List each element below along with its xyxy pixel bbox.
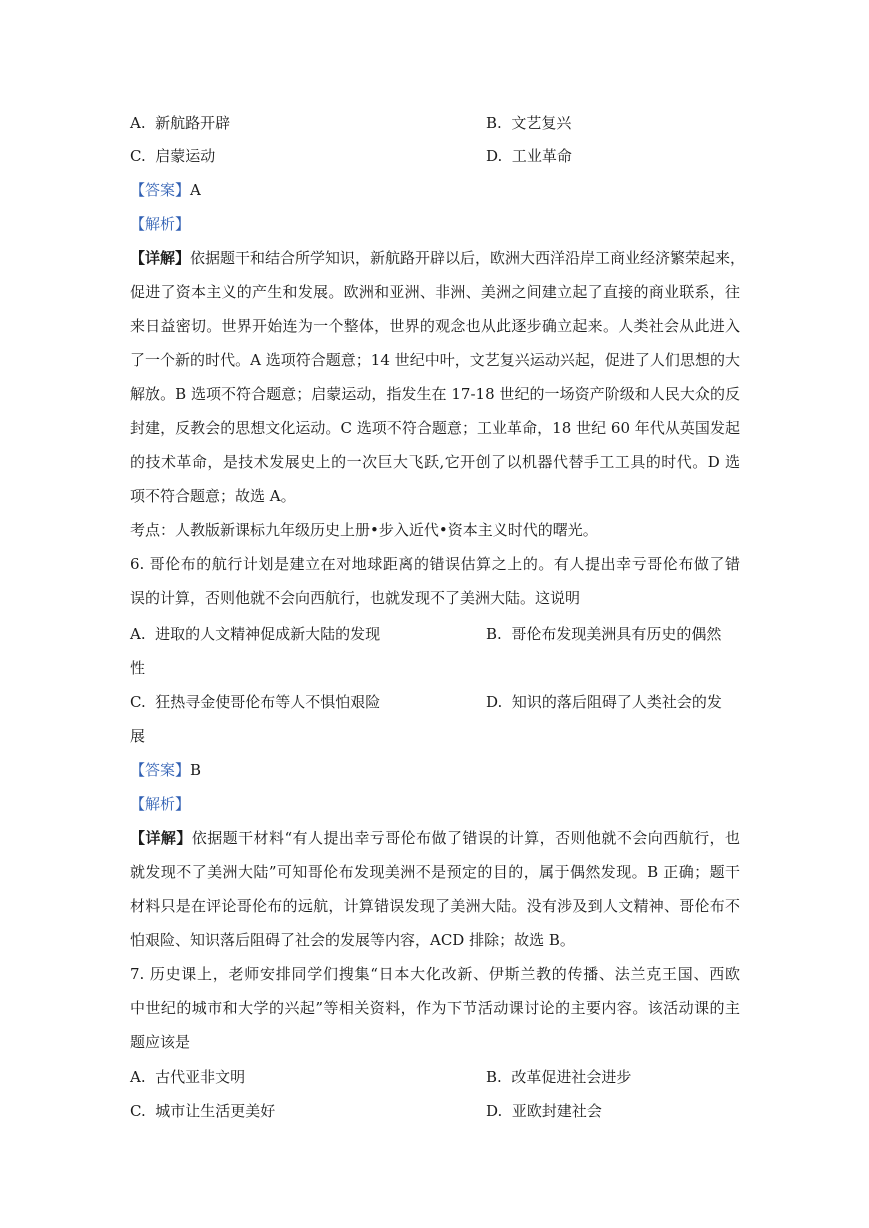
option-letter: D.: [486, 1102, 503, 1120]
analysis-tag: 【解析】: [130, 215, 191, 233]
option-text: 城市让生活更美好: [155, 1102, 276, 1120]
option-letter: B.: [486, 114, 502, 132]
q6-answer: [130, 760, 740, 780]
q6-stem-line: 误的计算，否则他就不会向西航行，也就发现不了美洲大陆。这说明: [130, 589, 581, 607]
q6-option-a: [130, 624, 380, 644]
q5-detail-line: 解放。B 选项不符合题意；启蒙运动，指发生在 17-18 世纪的一场资产阶级和人民大众的反: [130, 385, 740, 403]
q5-option-d: [486, 146, 572, 166]
q6-option-b-wrap: 性: [130, 659, 146, 677]
q6-detail-line: [130, 828, 740, 848]
q6-detail-line: 就发现不了美洲大陆”可知哥伦布发现美洲不是预定的目的，属于偶然发现。B 正确；题干: [130, 863, 740, 881]
q5-detail-line: 了一个新的时代。A 选项符合题意；14 世纪中叶，文艺复兴运动兴起，促进了人们思想的大: [130, 351, 740, 369]
answer-tag: 【答案】: [130, 761, 191, 779]
detail-tag: 【详解】: [130, 829, 192, 847]
q7-stem-line: 7. 历史课上，老师安排同学们搜集“日本大化改新、伊斯兰教的传播、法兰克王国、西欧: [130, 965, 740, 983]
option-text: 改革促进社会进步: [511, 1068, 632, 1086]
q5-kaodian: 考点：人教版新课标九年级历史上册•步入近代•资本主义时代的曙光。: [130, 521, 598, 539]
q5-option-c: [130, 146, 215, 166]
q5-analysis-heading: [130, 214, 740, 234]
q5-detail-line: 来日益密切。世界开始连为一个整体，世界的观念也从此逐步确立起来。人类社会从此进入: [130, 317, 740, 335]
option-text: 工业革命: [511, 147, 572, 165]
q6-option-d: [486, 692, 722, 712]
analysis-tag: 【解析】: [130, 795, 191, 813]
q6-option-b: [486, 624, 721, 644]
option-text: 进取的人文精神促成新大陆的发现: [155, 625, 381, 643]
q7-stem-line: 题应该是: [130, 1033, 191, 1051]
option-letter: C.: [130, 147, 146, 165]
q5-option-b: [486, 113, 571, 133]
q5-option-a: [130, 113, 230, 133]
option-letter: B.: [486, 1068, 502, 1086]
q6-analysis-heading: [130, 794, 740, 814]
option-letter: A.: [130, 1068, 146, 1086]
q7-option-b: [486, 1067, 631, 1087]
option-text: 哥伦布发现美洲具有历史的偶然: [511, 625, 722, 643]
option-letter: D.: [486, 147, 503, 165]
q7-option-a: [130, 1067, 245, 1087]
answer-value: A: [190, 181, 201, 199]
detail-text: 依据题干材料“有人提出幸亏哥伦布做了错误的计算，否则他就不会向西航行，也: [191, 829, 740, 847]
q5-detail-line: 封建，反教会的思想文化运动。C 选项不符合题意；工业革命，18 世纪 60 年代从英国发起: [130, 419, 740, 437]
answer-tag: 【答案】: [130, 181, 191, 199]
option-text: 新航路开辟: [155, 114, 231, 132]
q5-detail-line: 的技术革命，是技术发展史上的一次巨大飞跃,它开创了以机器代替手工工具的时代。D 选: [130, 453, 740, 471]
option-text: 狂热寻金使哥伦布等人不惧怕艰险: [155, 693, 381, 711]
option-text: 知识的落后阻碍了人类社会的发: [511, 693, 722, 711]
q5-answer: [130, 180, 740, 200]
option-letter: C.: [130, 693, 146, 711]
q6-detail-line: 材料只是在评论哥伦布的远航，计算错误发现了美洲大陆。没有涉及到人文精神、哥伦布不: [130, 897, 740, 915]
q6-option-c: [130, 692, 380, 712]
option-letter: C.: [130, 1102, 146, 1120]
option-text: 启蒙运动: [155, 147, 216, 165]
option-letter: D.: [486, 693, 503, 711]
option-text: 古代亚非文明: [155, 1068, 246, 1086]
q6-option-d-wrap: 展: [130, 727, 146, 745]
q5-detail-line: 项不符合题意；故选 A。: [130, 487, 296, 505]
option-text: 文艺复兴: [511, 114, 572, 132]
detail-tag: 【详解】: [130, 249, 191, 267]
option-letter: A.: [130, 114, 146, 132]
answer-value: B: [190, 761, 202, 779]
q7-option-d: [486, 1101, 602, 1121]
option-letter: B.: [486, 625, 502, 643]
q6-detail-line: 怕艰险、知识落后阻碍了社会的发展等内容，ACD 排除；故选 B。: [130, 931, 575, 949]
option-text: 亚欧封建社会: [511, 1102, 602, 1120]
q6-stem-line: 6. 哥伦布的航行计划是建立在对地球距离的错误估算之上的。有人提出幸亏哥伦布做了错: [130, 555, 740, 573]
q5-detail-line: 促进了资本主义的产生和发展。欧洲和亚洲、非洲、美洲之间建立起了直接的商业联系，往: [130, 283, 740, 301]
q7-option-c: [130, 1101, 275, 1121]
option-letter: A.: [130, 625, 146, 643]
q5-detail-line: [130, 248, 746, 268]
q7-stem-line: 中世纪的城市和大学的兴起”等相关资料，作为下节活动课讨论的主要内容。该活动课的主: [130, 999, 740, 1017]
detail-text: 依据题干和结合所学知识，新航路开辟以后，欧洲大西洋沿岸工商业经济繁荣起来，: [190, 249, 746, 267]
